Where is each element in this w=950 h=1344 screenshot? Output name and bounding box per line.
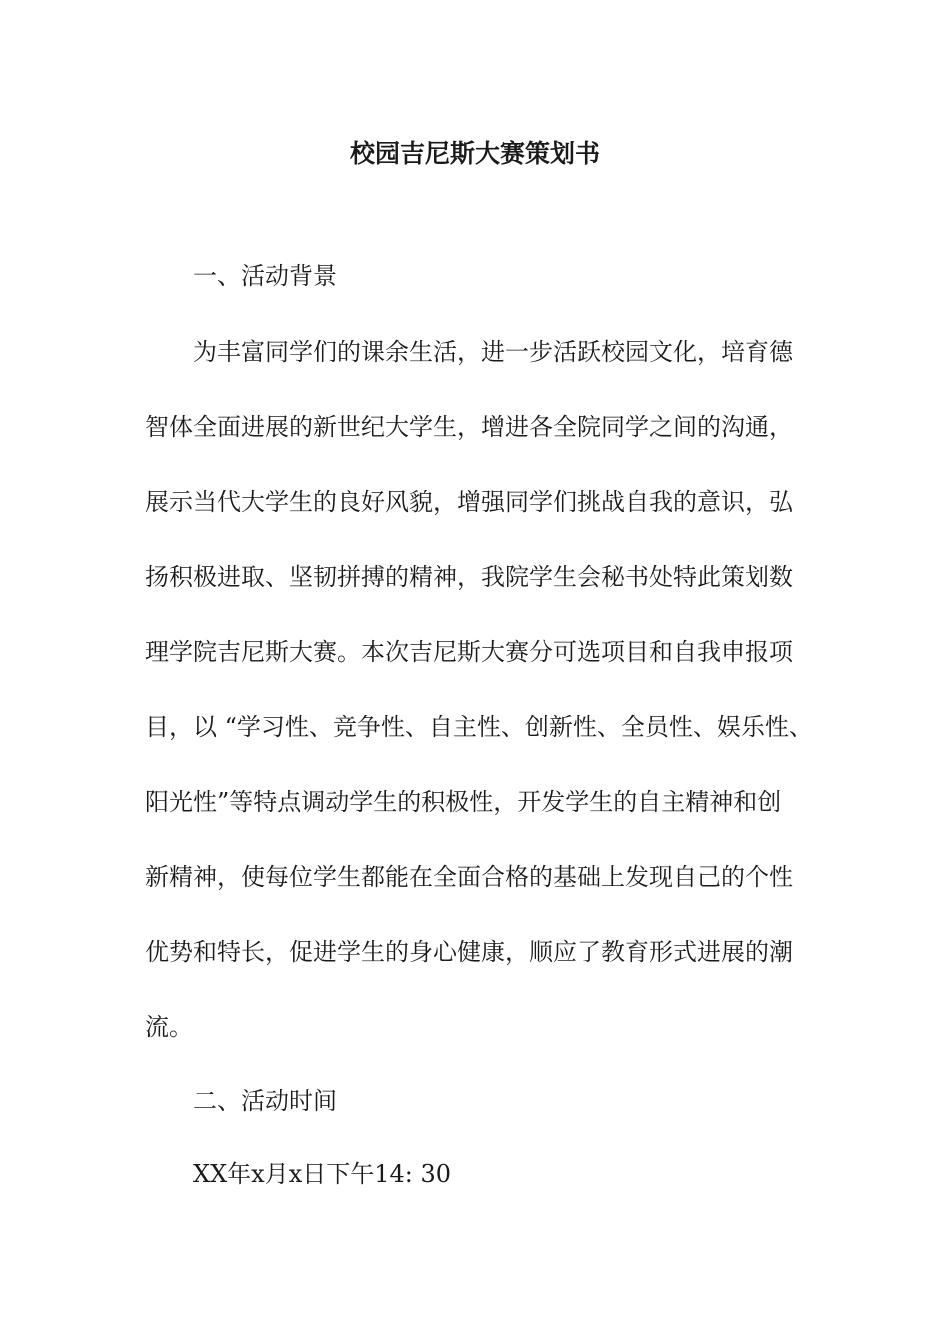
section-heading-time: 二、活动时间 <box>193 1087 337 1115</box>
paragraph-line: 智体全面进展的新世纪大学生，增进各全院同学之间的沟通， <box>145 413 793 441</box>
paragraph-line: 理学院吉尼斯大赛。本次吉尼斯大赛分可选项目和自我申报项 <box>145 638 793 666</box>
paragraph-line: 目，以 “学习性、竞争性、自主性、创新性、全员性、娱乐性、 <box>145 713 813 741</box>
paragraph-line: 展示当代大学生的良好风貌，增强同学们挑战自我的意识，弘 <box>145 488 793 516</box>
document-title: 校园吉尼斯大赛策划书 <box>349 139 600 168</box>
paragraph-line: 扬积极进取、坚韧拼搏的精神，我院学生会秘书处特此策划数 <box>145 563 793 591</box>
activity-time-text: XX年x月x日下午14: 30 <box>193 1160 452 1188</box>
section-heading-background: 一、活动背景 <box>193 262 337 290</box>
paragraph-line: 流。 <box>145 1013 193 1041</box>
paragraph-line: 优势和特长，促进学生的身心健康，顺应了教育形式进展的潮 <box>145 938 793 966</box>
paragraph-line: 为丰富同学们的课余生活，进一步活跃校园文化，培育德 <box>193 338 793 366</box>
paragraph-line: 阳光性”等特点调动学生的积极性，开发学生的自主精神和创 <box>145 788 782 816</box>
paragraph-line: 新精神，使每位学生都能在全面合格的基础上发现自己的个性 <box>145 863 793 891</box>
